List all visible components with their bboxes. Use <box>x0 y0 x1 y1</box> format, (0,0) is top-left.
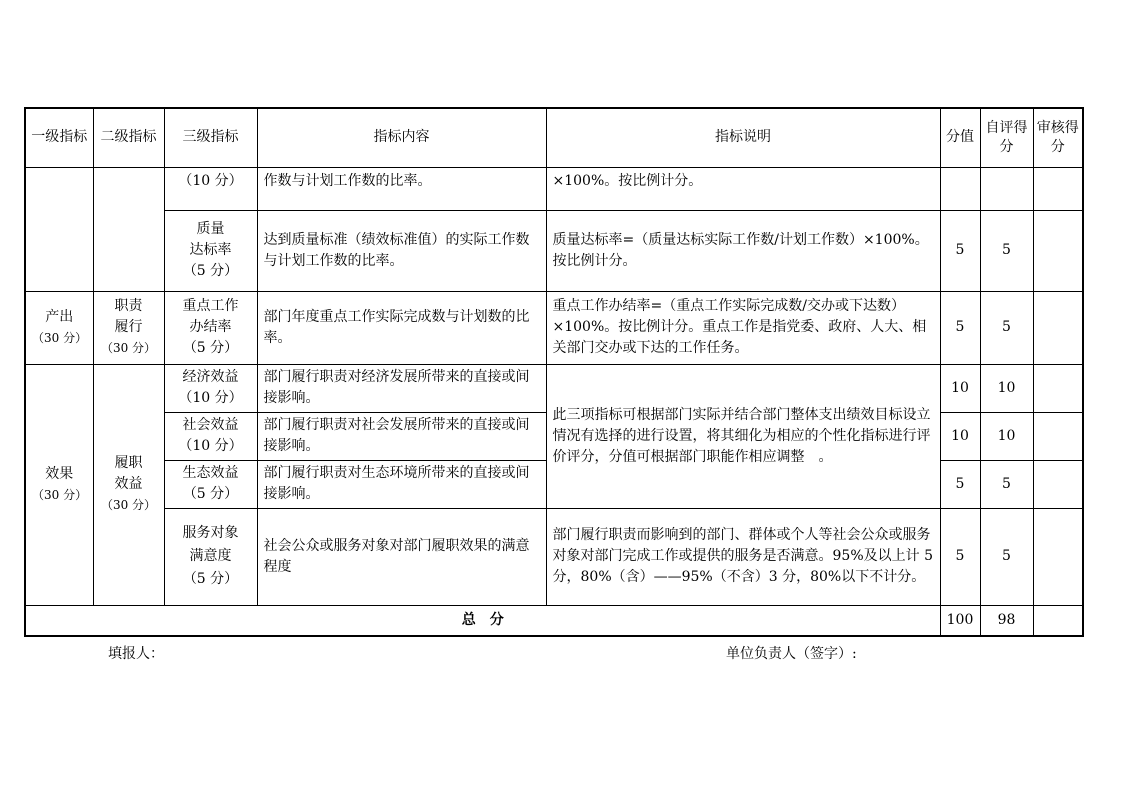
level3-cell <box>164 210 257 291</box>
total-score-cell: 100 <box>940 605 980 636</box>
content-cell: 部门履行职责对生态环境所带来的直接或间接影响。 <box>257 460 546 508</box>
score-cell: 5 <box>940 508 980 605</box>
level2-cell <box>93 291 164 364</box>
score-cell: 5 <box>940 291 980 364</box>
header-row <box>25 108 1083 167</box>
description-cell: 质量达标率=（质量达标实际工作数/计划工作数）×100%。按比例计分。 <box>546 210 940 291</box>
level3-name: 重点工作 <box>182 298 239 314</box>
self-score-cell <box>980 167 1033 210</box>
level3-points: （10 分） <box>178 438 243 454</box>
level2-cell-empty <box>93 167 164 291</box>
audit-score-cell <box>1033 167 1083 210</box>
level1-cell <box>25 364 93 605</box>
total-row <box>25 605 1083 636</box>
level3-points: （5 分） <box>182 571 239 587</box>
table-row <box>25 364 1083 412</box>
level3-cell <box>164 412 257 460</box>
score-cell: 10 <box>940 364 980 412</box>
total-audit-score-cell <box>1033 605 1083 636</box>
signer-label: 单位负责人（签字）: <box>726 646 857 662</box>
header-level3: 三级指标 <box>164 108 257 167</box>
level3-cell <box>164 364 257 412</box>
level1-points: （30 分） <box>32 487 88 502</box>
level3-name: 服务对象 <box>182 525 239 541</box>
level3-name: 办结率 <box>189 319 232 335</box>
filler-label: 填报人： <box>108 646 164 662</box>
audit-score-cell <box>1033 460 1083 508</box>
content-cell: 达到质量标准（绩效标准值）的实际工作数与计划工作数的比率。 <box>257 210 546 291</box>
audit-score-cell <box>1033 364 1083 412</box>
header-description: 指标说明 <box>546 108 940 167</box>
table-row <box>25 167 1083 210</box>
level2-cell <box>93 364 164 605</box>
description-cell: 部门履行职责而影响到的部门、群体或个人等社会公众或服务对象对部门完成工作或提供的服务是否满意。95%及以上计 5 分，80%（含）——95%（不含）3 分，80%以下不计分。 <box>546 508 940 605</box>
description-cell: ×100%。按比例计分。 <box>546 167 940 210</box>
level3-points: （5 分） <box>182 340 239 356</box>
self-score-cell: 5 <box>980 291 1033 364</box>
level1-name: 效果 <box>45 465 74 482</box>
table-row <box>25 508 1083 605</box>
header-level2: 二级指标 <box>93 108 164 167</box>
level3-name: 经济效益 <box>182 369 239 385</box>
audit-score-cell <box>1033 508 1083 605</box>
content-cell: 社会公众或服务对象对部门履职效果的满意程度 <box>257 508 546 605</box>
level3-name: 生态效益 <box>182 465 239 481</box>
level3-name: 满意度 <box>189 548 232 564</box>
level3-cell <box>164 291 257 364</box>
level2-points: （30 分） <box>100 498 157 512</box>
level3-cell <box>164 508 257 605</box>
header-score: 分值 <box>940 108 980 167</box>
level1-cell-empty <box>25 167 93 291</box>
audit-score-cell <box>1033 412 1083 460</box>
audit-score-cell <box>1033 210 1083 291</box>
level3-points: （5 分） <box>182 263 239 279</box>
table-row <box>25 210 1083 291</box>
self-score-cell: 5 <box>980 508 1033 605</box>
level1-points: （30 分） <box>32 330 88 345</box>
content-cell: 部门履行职责对经济发展所带来的直接或间接影响。 <box>257 364 546 412</box>
table-row <box>25 291 1083 364</box>
header-level1: 一级指标 <box>25 108 93 167</box>
header-self-score: 自评得分 <box>980 108 1033 167</box>
level2-name: 职责 <box>114 298 143 314</box>
self-score-cell: 10 <box>980 364 1033 412</box>
content-cell: 部门履行职责对社会发展所带来的直接或间接影响。 <box>257 412 546 460</box>
audit-score-cell <box>1033 291 1083 364</box>
self-score-cell: 5 <box>980 460 1033 508</box>
score-cell <box>940 167 980 210</box>
level2-name: 履职 <box>114 455 143 471</box>
level3-name: 质量 <box>196 221 225 237</box>
level2-name: 履行 <box>114 319 143 335</box>
content-cell: 部门年度重点工作实际完成数与计划数的比率。 <box>257 291 546 364</box>
header-audit-score: 审核得分 <box>1033 108 1083 167</box>
level1-name: 产出 <box>45 308 74 325</box>
header-content: 指标内容 <box>257 108 546 167</box>
level3-points: （10 分） <box>178 390 243 406</box>
self-score-cell: 10 <box>980 412 1033 460</box>
level2-points: （30 分） <box>100 341 157 355</box>
level3-name: 社会效益 <box>182 417 239 433</box>
level1-cell <box>25 291 93 364</box>
level3-points: （5 分） <box>182 486 239 502</box>
level3-name: 达标率 <box>189 242 232 258</box>
score-cell: 5 <box>940 460 980 508</box>
evaluation-table-wrapper <box>24 107 1084 637</box>
score-cell: 10 <box>940 412 980 460</box>
total-self-score-cell: 98 <box>980 605 1033 636</box>
level2-name: 效益 <box>114 476 143 492</box>
self-score-cell: 5 <box>980 210 1033 291</box>
score-cell: 5 <box>940 210 980 291</box>
level3-cell: （10 分） <box>164 167 257 210</box>
content-cell: 作数与计划工作数的比率。 <box>257 167 546 210</box>
shared-description-cell: 此三项指标可根据部门实际并结合部门整体支出绩效目标设立情况有选择的进行设置，将其细化为相应的个性化指标进行评价评分，分值可根据部门职能作相应调整 。 <box>546 364 940 508</box>
evaluation-table <box>24 107 1084 637</box>
description-cell: 重点工作办结率=（重点工作实际完成数/交办或下达数）×100%。按比例计分。重点工作是指党委、政府、人大、相关部门交办或下达的工作任务。 <box>546 291 940 364</box>
level3-cell <box>164 460 257 508</box>
total-label: 总 分 <box>25 605 940 636</box>
